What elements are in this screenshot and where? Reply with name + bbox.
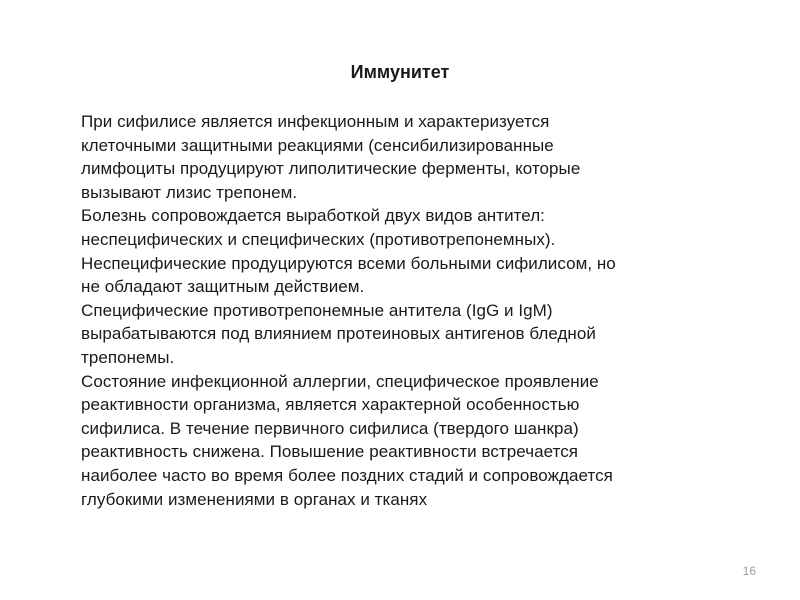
body-line: Специфические противотрепонемные антитела (IgG и IgM) — [81, 300, 553, 320]
body-line: глубокими изменениями в органах и тканях — [81, 489, 428, 509]
body-line: клеточными защитными реакциями (сенсибилизированные — [81, 135, 554, 155]
body-line: Состояние инфекционной аллергии, специфическое проявление — [81, 371, 599, 391]
body-line: сифилиса. В течение первичного сифилиса (твердого шанкра) — [81, 418, 579, 438]
body-line: трепонемы. — [81, 347, 175, 367]
body-line: наиболее часто во время более поздних стадий и сопровождается — [81, 465, 613, 485]
page-number: 16 — [742, 564, 756, 578]
body-line: реактивности организма, является характерной особенностью — [81, 395, 580, 415]
body-line: не обладают защитным действием. — [81, 277, 365, 297]
body-line: реактивность снижена. Повышение реактивности встречается — [81, 442, 579, 462]
body-line: При сифилисе является инфекционным и характеризуется — [81, 112, 550, 131]
body-line: вырабатываются под влиянием протеиновых антигенов бледной — [81, 324, 596, 344]
slide-title: Иммунитет — [350, 62, 450, 82]
slide-body-text — [81, 110, 731, 511]
body-line: неспецифических и специфических (противотрепонемных). — [81, 229, 556, 249]
body-line: Болезнь сопровождается выработкой двух видов антител: — [81, 206, 545, 226]
body-line: Неспецифические продуцируются всеми больными сифилисом, но — [81, 253, 616, 273]
body-line: лимфоциты продуцируют липолитические ферменты, которые — [81, 159, 581, 179]
body-line: вызывают лизис трепонем. — [81, 182, 298, 202]
